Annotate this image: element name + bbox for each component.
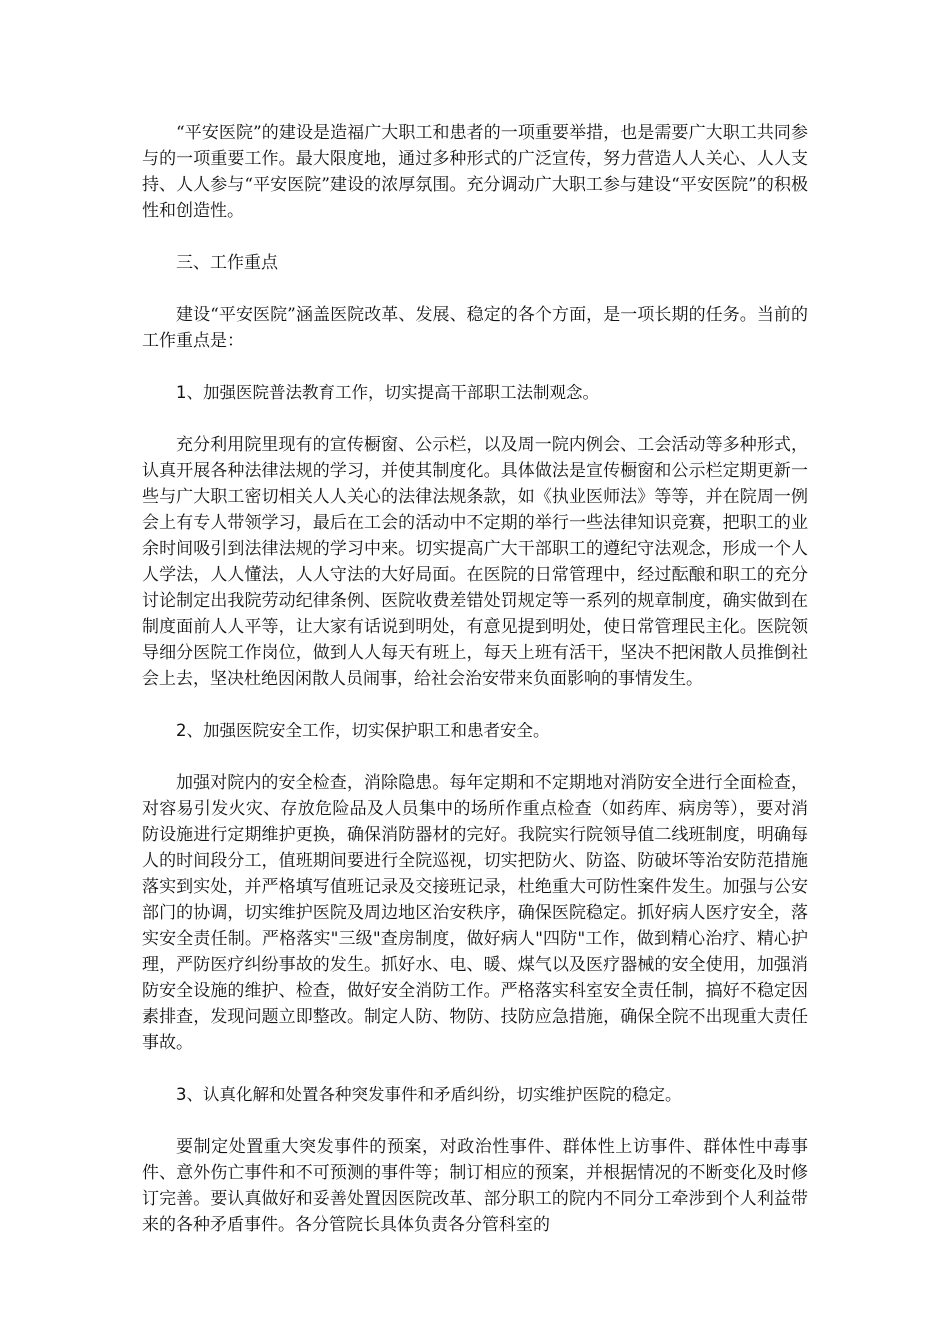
work-focus-paragraph: 建设“平安医院”涵盖医院改革、发展、稳定的各个方面，是一项长期的任务。当前的工作重点是： xyxy=(142,305,808,351)
item-1-paragraph: 充分利用院里现有的宣传橱窗、公示栏，以及周一院内例会、工会活动等多种形式，认真开展各种法律法规的学习，并使其制度化。具体做法是宣传橱窗和公示栏定期更新一些与广大职工密切相关人人关心的法律法规条款，如《执业医师法》等等，并在院周一例会上有专人带领学习，最后在工会的活动中不定期的举行一些法律知识竞赛，把职工的业余时间吸引到法律法规的学习中来。切实提高广大干部职工的遵纪守法观念，形成一个人人学法，人人懂法，人人守法的大好局面。在医院的日常管理中，经过酝酿和职工的充分讨论制定出我院劳动纪律条例、医院收费差错处罚规定等一系列的规章制度，确实做到在制度面前人人平等，让大家有话说到明处，有意见提到明处，使日常管理民主化。医院领导细分医院工作岗位，做到人人每天有班上，每天上班有活干，坚决不把闲散人员推倒社会上去，坚决杜绝因闲散人员闹事，给社会治安带来负面影响的事情发生。 xyxy=(142,435,808,689)
item-heading-3: 3、认真化解和处置各种突发事件和矛盾纠纷，切实维护医院的稳定。 xyxy=(176,1085,682,1104)
intro-paragraph: “平安医院”的建设是造福广大职工和患者的一项重要举措，也是需要广大职工共同参与的一项重要工作。最大限度地，通过多种形式的广泛宣传，努力营造人人关心、人人支持、人人参与“平安医院”建设的浓厚氛围。充分调动广大职工参与建设“平安医院”的积极性和创造性。 xyxy=(142,123,808,221)
item-heading-1: 1、加强医院普法教育工作，切实提高干部职工法制观念。 xyxy=(176,383,599,402)
document-body xyxy=(142,120,808,1238)
item-2-paragraph: 加强对院内的安全检查，消除隐患。每年定期和不定期地对消防安全进行全面检查，对容易引发火灾、存放危险品及人员集中的场所作重点检查（如药库、病房等），要对消防设施进行定期维护更换，确保消防器材的完好。我院实行院领导值二线班制度，明确每人的时间段分工，值班期间要进行全院巡视，切实把防火、防盗、防破坏等治安防范措施落实到实处，并严格填写值班记录及交接班记录，杜绝重大可防性案件发生。加强与公安部门的协调，切实维护医院及周边地区治安秩序，确保医院稳定。抓好病人医疗安全，落实安全责任制。严格落实"三级"查房制度，做好病人"四防"工作，做到精心治疗、精心护理，严防医疗纠纷事故的发生。抓好水、电、暖、煤气以及医疗器械的安全使用，加强消防安全设施的维护、检查，做好安全消防工作。严格落实科室安全责任制，搞好不稳定因素排查，发现问题立即整改。制定人防、物防、技防应急措施，确保全院不出现重大责任事故。 xyxy=(142,773,808,1053)
item-heading-2: 2、加强医院安全工作，切实保护职工和患者安全。 xyxy=(176,721,550,740)
section-heading-work-focus: 三、工作重点 xyxy=(176,253,278,273)
item-3-paragraph: 要制定处置重大突发事件的预案，对政治性事件、群体性上访事件、群体性中毒事件、意外伤亡事件和不可预测的事件等；制订相应的预案，并根据情况的不断变化及时修订完善。要认真做好和妥善处置因医院改革、部分职工的院内不同分工牵涉到个人利益带来的各种矛盾事件。各分管院长具体负责各分管科室的 xyxy=(142,1137,808,1235)
